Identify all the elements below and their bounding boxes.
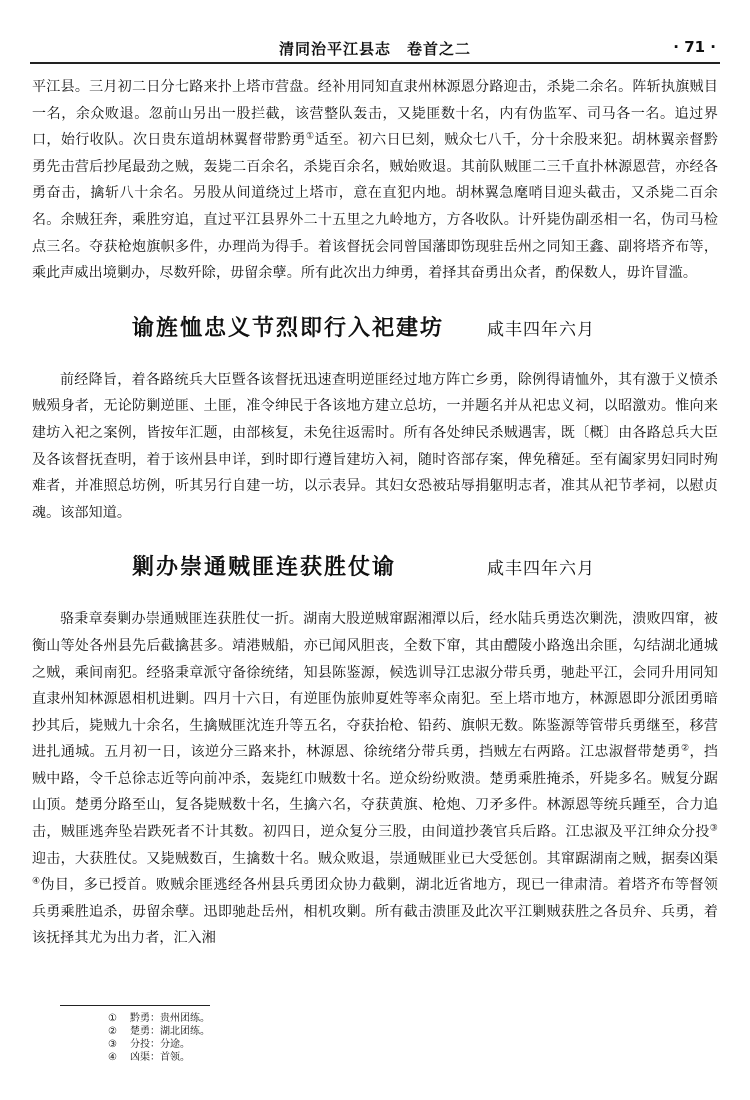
section-date: 咸丰四年六月 [487,319,595,340]
footnote-ref: ② [680,743,690,754]
paragraph-text: 骆秉章奏剿办崇通贼匪连获胜仗一折。湖南大股逆贼窜踞湘潭以后，经水陆兵勇迭次剿洗，溃败四窜，被衡山等处各州县先后截擒甚多。靖港贼船，亦已闻风胆丧，全数下窜，其由醴陵小路逸出余匪，勾结湖北通城之贼，乘间南犯。经骆秉章派守备徐统绪，知县陈鉴源，候选训导江忠淑分带兵勇，驰赴平江，会同升用同知直隶州知林源恩相机进剿。四月十六日，有逆匪伪旅帅夏姓等率众南犯。至上塔市地方，林源恩即分派团勇暗抄其后，毙贼九十余名，生擒贼匪沈连升等五名，夺获抬枪、铅药、旗帜无数。陈鉴源等管带兵勇继至，移营进扎通城。五月初一日，该逆分三路来扑，林源恩、徐统绪分带兵勇，挡贼左右两路。江忠淑督带楚勇 [32,611,718,761]
section-paragraph [32,606,718,952]
footnote-item [108,1051,620,1064]
footnote-ref: ③ [709,823,718,834]
section-heading [32,299,718,359]
footnote-text: 分投：分途。 [130,1039,190,1050]
footnote-text: 黔勇：贵州团练。 [130,1013,210,1024]
footnote-text: 楚勇：湖北团练。 [130,1026,210,1037]
intro-text-continued: 适至。初六日巳刻，贼众七八千，分十余股来犯。胡林翼亲督黔勇先击营后抄尾最劲之贼，轰毙二百余名，杀毙百余名，贼始败退。其前队贼匪二三千直扑林源恩营，亦经各勇奋击，擒斩八十余名。另股从间道绕过上塔市，意在直犯内地。胡林翼急麾哨目迎头截击，又杀毙二百余名。余贼狂奔，乘胜穷追，直过平江县界外二十五里之九岭地方，方各收队。计歼毙伪副丞相一名，伪司马检点三名。夺获枪炮旗帜多件，办理尚为得手。着该督抚会同曾国藩即饬现驻岳州之同知王鑫、副将塔齐布等，乘此声威出境剿办，尽数歼除，毋留余孽。所有此次出力绅勇，着择其奋勇出众者，酌保数人，毋许冒滥。 [32,132,719,282]
footnote-rule [60,1005,210,1006]
paragraph-text: 伪目，多已授首。败贼余匪逃经各州县兵勇团众协力截剿，湖北近省地方，现已一律肃清。着塔齐布等督领兵勇乘胜追杀，毋留余孽。迅即驰赴岳州，相机攻剿。所有截击溃匪及此次平江剿贼获胜之各员弁、兵勇，着该抚择其尤为出力者，汇入湘 [32,877,719,947]
section-title: 剿办崇通贼匪连获胜仗谕 [132,555,397,581]
paragraph-text: ，挡贼中路，令千总徐志近等向前冲杀，轰毙红巾贼数十名。逆众纷纷败溃。楚勇乘胜掩杀，歼毙多名。贼复分踞山顶。楚勇分路至山，复各毙贼数十名，生擒六名，夺获黄旗、枪炮、刀矛多件。林源恩等统兵踵至，合力追击，贼匪逃奔坠岩跌死者不计其数。初四日，逆众复分三股，由间道抄袭官兵后路。江忠淑及平江绅众分投 [32,744,719,841]
page-body [32,74,718,952]
header-title: 清同治平江县志 卷首之二 [278,40,471,58]
intro-text: 平江县。三月初二日分七路来扑上塔市营盘。经补用同知直隶州林源恩分路迎击，杀毙二余名。阵斩执旗贼目一名，余众败退。忽前山另出一股拦截，该营整队轰击，又毙匪数十名，内有伪监军、司马各一名。追过界口，始行收队。次日贵东道胡林翼督带黔勇 [32,79,718,149]
page-number: · 71 · [673,38,716,56]
footnote-ref: ④ [32,876,41,887]
intro-paragraph [32,74,718,287]
footnote-ref: ① [306,131,315,142]
footnote-number: ① [108,1013,117,1024]
paragraph-text: 迎击，大获胜仗。又毙贼数百，生擒数十名。贼众败退，崇通贼匪业已大受惩创。其窜踞湖南之贼，据奏凶渠 [32,850,718,867]
footnote-text: 凶渠：首领。 [130,1052,190,1063]
section-heading [32,538,718,598]
footnote-item [108,1038,620,1051]
footnote-number: ② [108,1026,117,1037]
footnotes [60,1005,620,1064]
section-date: 咸丰四年六月 [487,559,595,580]
section-paragraph: 前经降旨，着各路统兵大臣暨各该督抚迅速查明逆匪经过地方阵亡乡勇，除例得请恤外，其有激于义愤杀贼殒身者，无论防剿逆匪、土匪，准令绅民于各该地方建立总坊，一并题名并从祀忠义祠，以昭激劝。惟向来建坊入祀之案例，皆按年汇题，由部核复，未免往返需时。所有各处绅民杀贼遇害，既〔概〕由各路总兵大臣及各该督抚查明，着于该州县申详，到时即行遵旨建坊入祠，随时咨部存案，俾免稽延。至有阖家男妇同时殉难者，并准照总坊例，听其另行自建一坊，以示表异。其妇女恐被玷辱捐躯明志者，准其从祀节孝祠，以慰贞魂。该部知道。 [32,371,718,521]
footnote-number: ④ [108,1052,117,1063]
footnote-item [108,1012,620,1025]
footnote-number: ③ [108,1039,117,1050]
footnote-item [108,1025,620,1038]
section-title: 谕旌恤忠义节烈即行入祀建坊 [132,315,445,341]
running-header [30,34,720,64]
